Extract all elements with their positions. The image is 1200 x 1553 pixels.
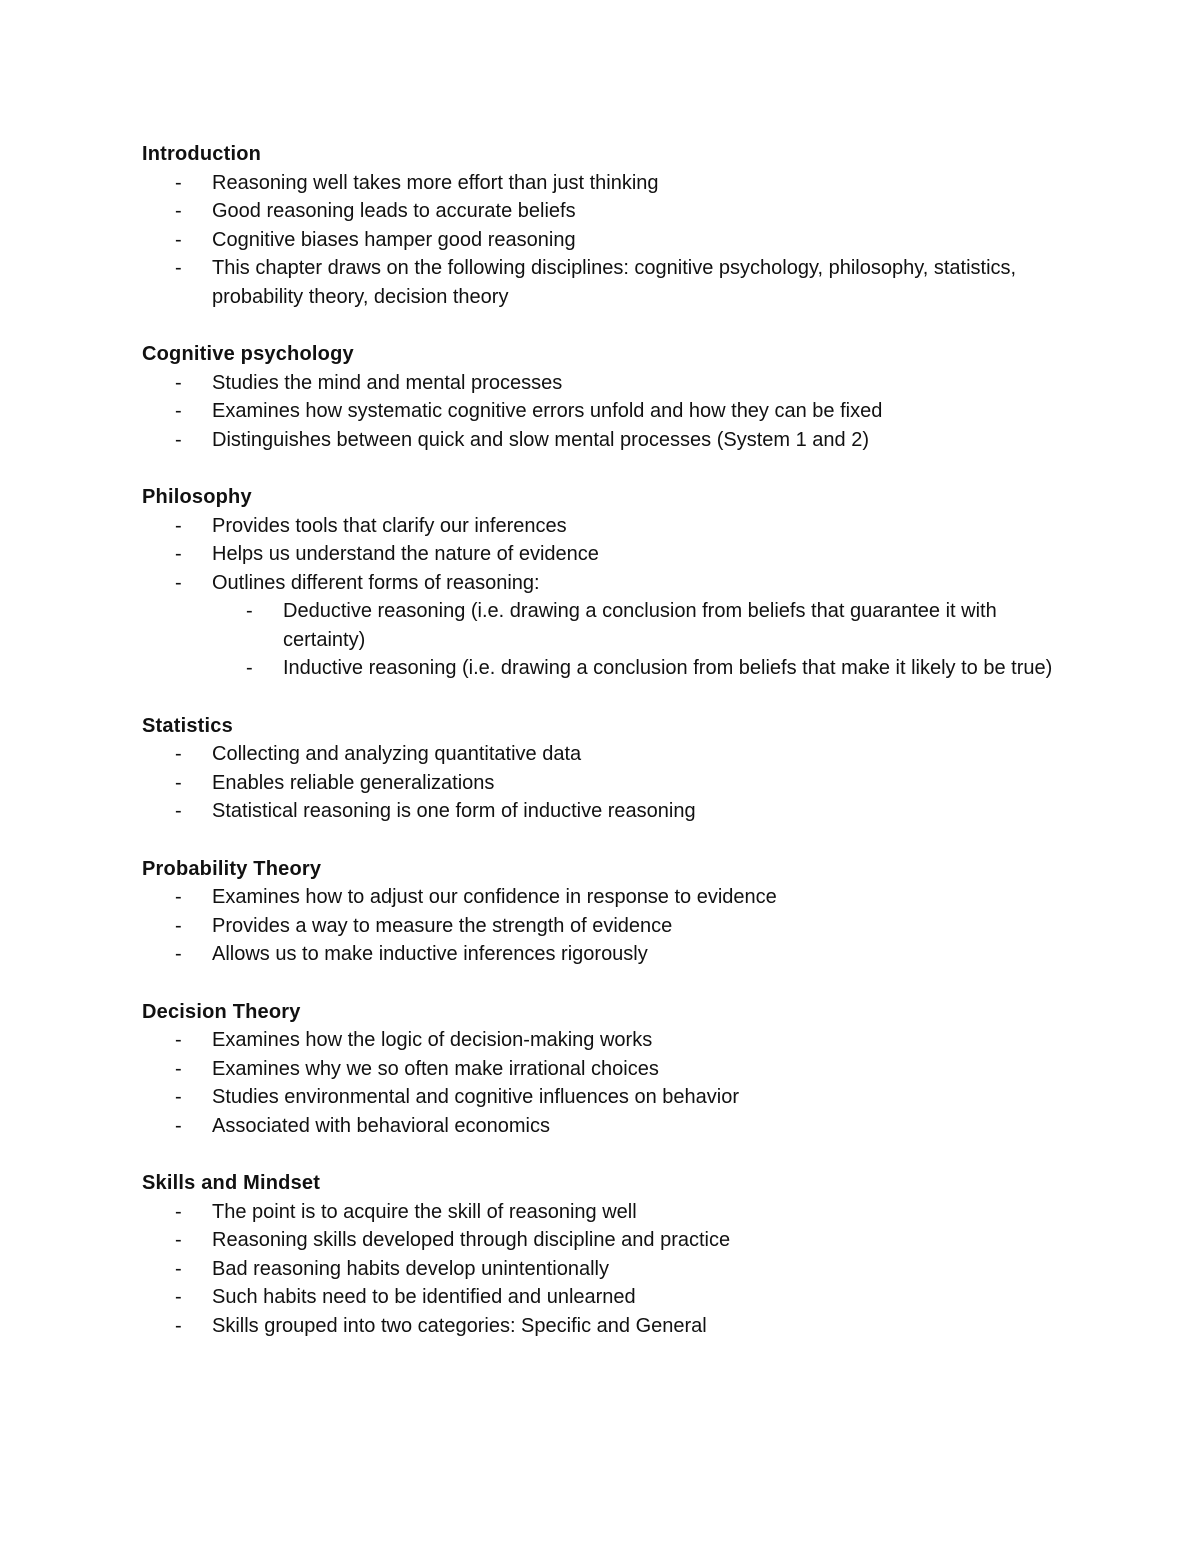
list-item-text: Helps us understand the nature of evidence	[212, 543, 599, 565]
section-heading: Statistics	[142, 714, 233, 737]
section-heading: Philosophy	[142, 486, 252, 508]
bullet-dash: -	[175, 1086, 182, 1108]
list-item	[142, 397, 1062, 426]
list-item-text: Cognitive biases hamper good reasoning	[212, 228, 576, 251]
list-item-text: Associated with behavioral economics	[212, 1114, 550, 1137]
sub-list-item	[212, 597, 1062, 654]
bullet-list	[142, 169, 1062, 312]
list-item-text: Bad reasoning habits develop unintentionally	[212, 1257, 609, 1280]
bullet-dash: -	[175, 571, 182, 594]
section-heading: Introduction	[142, 143, 262, 165]
bullet-dash: -	[175, 428, 182, 451]
bullet-dash: -	[175, 943, 182, 965]
bullet-dash: -	[175, 800, 182, 822]
section	[142, 1169, 1062, 1340]
list-item	[142, 912, 1062, 941]
list-item	[142, 740, 1062, 769]
list-item	[142, 1055, 1062, 1084]
section	[142, 855, 1062, 969]
list-item	[142, 1083, 1062, 1112]
list-item	[142, 254, 1062, 311]
document-body	[142, 140, 1062, 1369]
section	[142, 712, 1062, 826]
bullet-dash: -	[175, 771, 182, 794]
list-item-text: Reasoning well takes more effort than just thinking	[212, 171, 659, 194]
section	[142, 998, 1062, 1141]
list-item-text: This chapter draws on the following disciplines: cognitive psychology, philosophy, statistics, probability theory, decision theory	[212, 257, 1017, 308]
list-item	[142, 1026, 1062, 1055]
list-item-text: Skills grouped into two categories: Specific and General	[212, 1314, 707, 1337]
bullet-dash: -	[246, 600, 253, 622]
list-item-text: Examines why we so often make irrational choices	[212, 1057, 659, 1080]
bullet-list	[142, 883, 1062, 969]
list-item	[142, 797, 1062, 826]
bullet-list	[142, 740, 1062, 826]
section	[142, 140, 1062, 311]
list-item	[142, 940, 1062, 969]
section-heading: Probability Theory	[142, 857, 322, 880]
section	[142, 483, 1062, 683]
list-item	[142, 1112, 1062, 1141]
section	[142, 340, 1062, 454]
list-item-text: Such habits need to be identified and unlearned	[212, 1286, 636, 1308]
section-heading: Cognitive psychology	[142, 343, 354, 365]
bullet-dash: -	[175, 1314, 182, 1337]
list-item-text: Reasoning skills developed through discipline and practice	[212, 1229, 731, 1251]
list-item-text: Studies environmental and cognitive influences on behavior	[212, 1086, 740, 1108]
bullet-dash: -	[175, 914, 182, 937]
bullet-dash: -	[175, 1229, 182, 1251]
list-item-text: Enables reliable generalizations	[212, 771, 495, 794]
list-item-text: Outlines different forms of reasoning:	[212, 571, 540, 594]
list-item-text: Examines how to adjust our confidence in response to evidence	[212, 886, 777, 908]
list-item	[142, 226, 1062, 255]
list-item-text: Studies the mind and mental processes	[212, 371, 563, 394]
list-item-text: Provides tools that clarify our inferences	[212, 514, 567, 537]
bullet-dash: -	[246, 657, 253, 679]
list-item	[142, 1312, 1062, 1341]
bullet-list	[142, 369, 1062, 455]
list-item-text: The point is to acquire the skill of reasoning well	[212, 1200, 637, 1223]
bullet-dash: -	[175, 1057, 182, 1080]
bullet-dash: -	[175, 400, 182, 422]
bullet-list	[142, 1026, 1062, 1140]
list-item	[142, 197, 1062, 226]
list-item	[142, 1255, 1062, 1284]
list-item	[142, 569, 1062, 683]
bullet-dash: -	[175, 514, 182, 537]
bullet-dash: -	[175, 1257, 182, 1280]
list-item	[142, 1198, 1062, 1227]
bullet-dash: -	[175, 228, 182, 251]
sub-list-item-text: Deductive reasoning (i.e. drawing a conclusion from beliefs that guarantee it with certainty)	[283, 600, 997, 651]
bullet-dash: -	[175, 1200, 182, 1223]
list-item	[142, 512, 1062, 541]
list-item-text: Good reasoning leads to accurate beliefs	[212, 200, 576, 222]
list-item-text: Distinguishes between quick and slow mental processes (System 1 and 2)	[212, 428, 869, 451]
list-item-text: Provides a way to measure the strength of evidence	[212, 914, 673, 937]
list-item-text: Examines how systematic cognitive errors unfold and how they can be fixed	[212, 400, 883, 422]
section-heading: Decision Theory	[142, 1000, 301, 1023]
sub-bullet-list	[212, 597, 1062, 683]
list-item	[142, 769, 1062, 798]
bullet-list	[142, 512, 1062, 683]
bullet-dash: -	[175, 743, 182, 765]
bullet-dash: -	[175, 1114, 182, 1137]
list-item	[142, 426, 1062, 455]
list-item	[142, 883, 1062, 912]
bullet-list	[142, 1198, 1062, 1341]
bullet-dash: -	[175, 200, 182, 222]
bullet-dash: -	[175, 543, 182, 565]
sub-list-item	[212, 654, 1062, 683]
bullet-dash: -	[175, 1029, 182, 1051]
list-item	[142, 1226, 1062, 1255]
list-item	[142, 540, 1062, 569]
list-item	[142, 369, 1062, 398]
list-item	[142, 169, 1062, 198]
list-item-text: Allows us to make inductive inferences rigorously	[212, 943, 648, 965]
section-heading: Skills and Mindset	[142, 1172, 321, 1194]
list-item-text: Collecting and analyzing quantitative data	[212, 743, 582, 765]
bullet-dash: -	[175, 171, 182, 194]
bullet-dash: -	[175, 886, 182, 908]
sub-list-item-text: Inductive reasoning (i.e. drawing a conclusion from beliefs that make it likely to be true)	[283, 657, 1053, 679]
bullet-dash: -	[175, 371, 182, 394]
list-item	[142, 1283, 1062, 1312]
bullet-dash: -	[175, 257, 182, 279]
bullet-dash: -	[175, 1286, 182, 1308]
list-item-text: Examines how the logic of decision-making works	[212, 1029, 653, 1051]
list-item-text: Statistical reasoning is one form of inductive reasoning	[212, 800, 696, 822]
